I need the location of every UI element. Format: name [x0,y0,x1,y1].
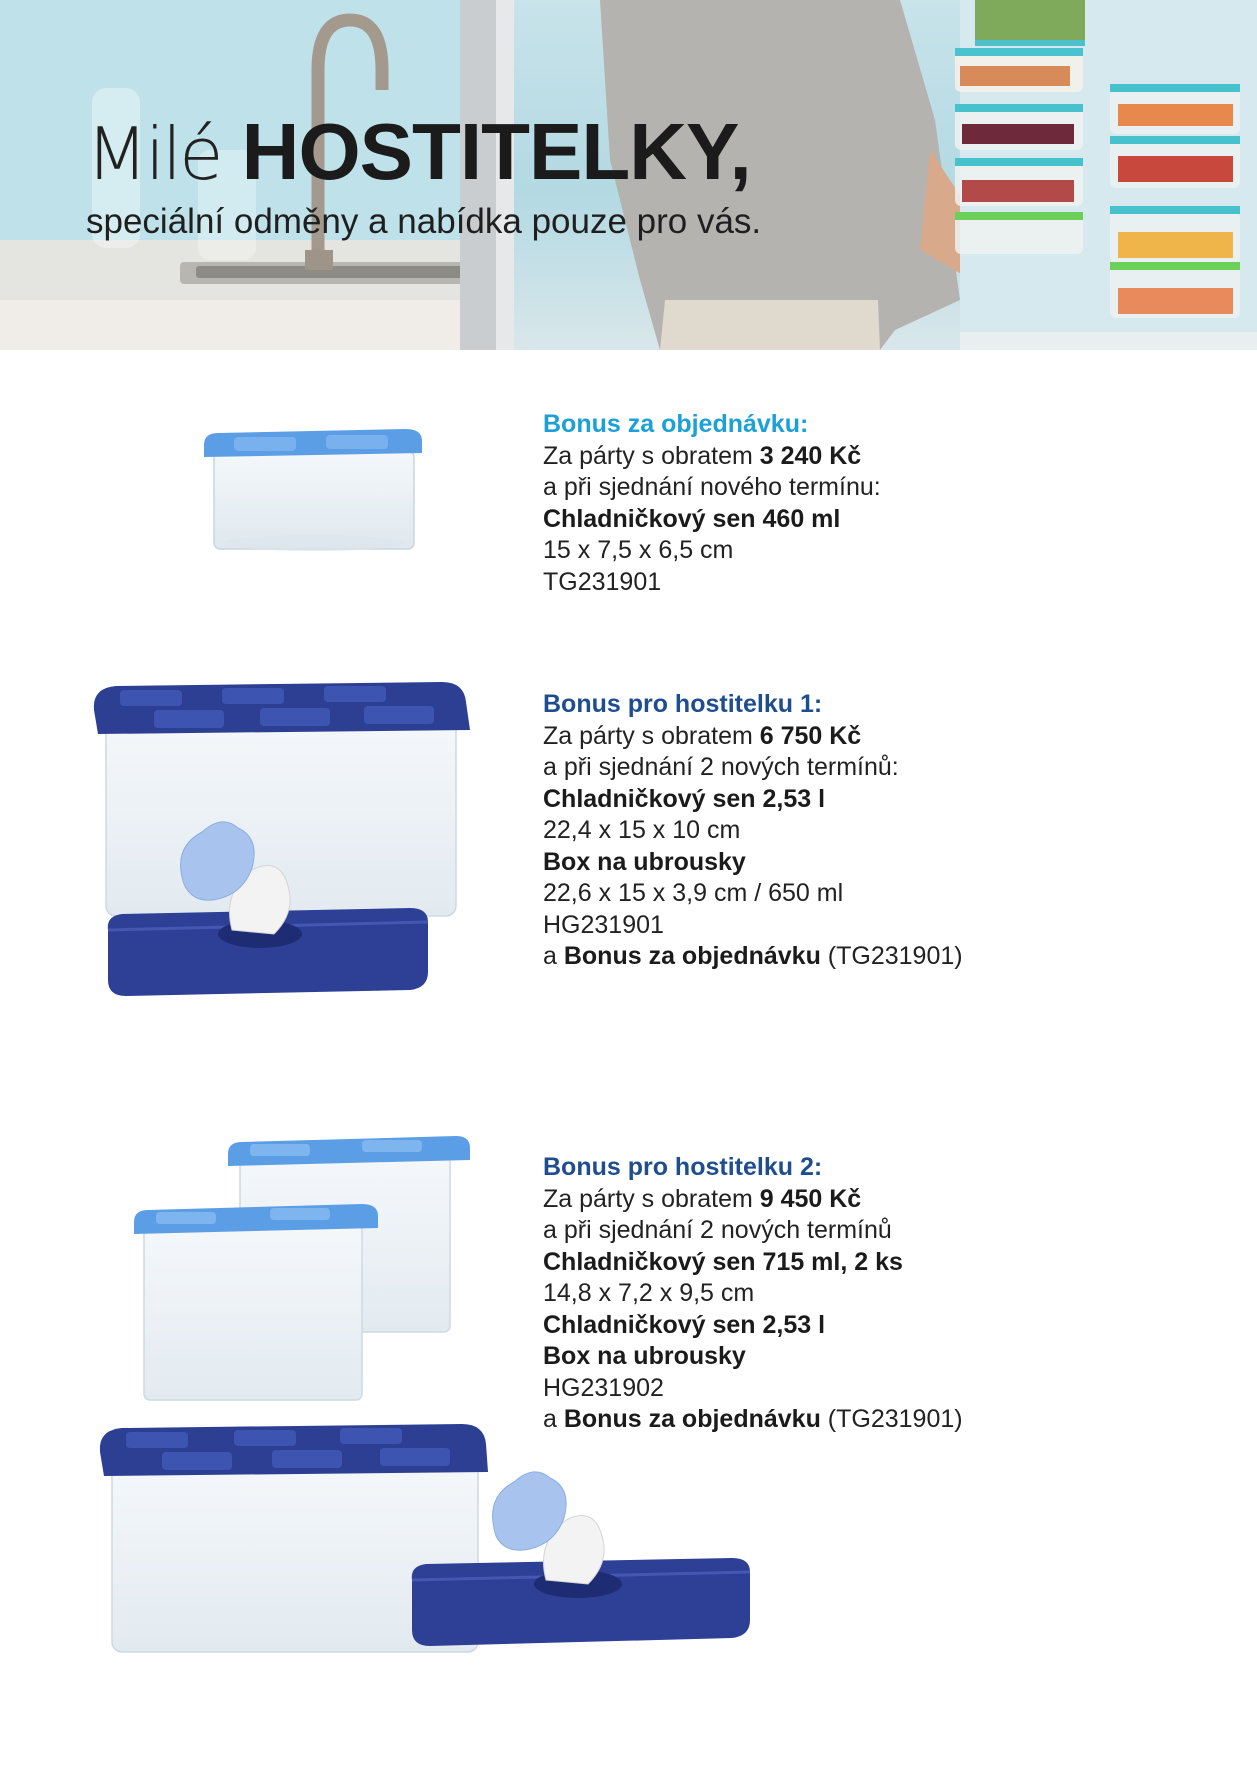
footer-suffix: (TG231901) [820,942,963,970]
hostess-bonus-1-dimensions-1: 22,4 x 15 x 10 cm [543,816,741,844]
turnover-prefix: Za párty s obratem [543,1184,760,1213]
bonus-order-product: Chladničkový sen 460 ml [543,504,841,533]
hostess-bonus-1-code: HG231901 [543,910,664,939]
hostess-bonus-2-code: HG231902 [543,1373,664,1402]
hostess-bonus-1-block [543,689,1223,973]
hero-title-light: Milé [86,112,221,196]
turnover-prefix: Za párty s obratem [543,441,760,470]
hostess-bonus-2-dimensions-1: 14,8 x 7,2 x 9,5 cm [543,1279,755,1307]
hostess-bonus-2-heading: Bonus pro hostitelku 2: [543,1153,823,1181]
hostess-bonus-2-product-3: Box na ubrousky [543,1342,746,1370]
turnover-amount: 9 450 Kč [759,1184,862,1213]
footer-bold: Bonus za objednávku [563,942,821,970]
hostess-bonus-1-product-1: Chladničkový sen 2,53 l [543,784,826,813]
fridge-container-460ml-icon [196,425,436,555]
hostess-bonus-1-product-2: Box na ubrousky [543,847,746,876]
turnover-amount: 3 240 Kč [759,441,862,470]
hostess-bonus-1-heading: Bonus pro hostitelku 1: [543,690,823,718]
bonus-order-condition: a při sjednání nového termínu: [543,473,881,501]
bonus-order-block [543,409,1223,598]
hostess-bonus-2-product-2: Chladničkový sen 2,53 l [543,1310,826,1339]
hostess-bonus-2-block [543,1152,1223,1436]
footer-bold: Bonus za objednávku [563,1405,821,1433]
turnover-amount: 6 750 Kč [759,721,862,750]
hostess-bonus-2-condition: a při sjednání 2 nových termínů [543,1216,892,1244]
footer-prefix: a [543,942,564,970]
bonus-order-dimensions: 15 x 7,5 x 6,5 cm [543,536,734,564]
hero-banner [0,0,1257,350]
bonus-order-code: TG231901 [543,567,662,596]
hero-subtitle: speciální odměny a nabídka pouze pro vás. [86,202,762,241]
hostess-bonus-2-turnover [543,1184,1223,1216]
hostess-bonus-2-product-1: Chladničkový sen 715 ml, 2 ks [543,1247,903,1276]
hostess-bonus-1-footer [543,941,1223,973]
hostess-bonus-1-condition: a při sjednání 2 nových termínů: [543,753,899,781]
hostess-bonus-1-dimensions-2: 22,6 x 15 x 3,9 cm / 650 ml [543,879,844,907]
footer-suffix: (TG231901) [820,1405,963,1433]
bonus-order-turnover [543,441,1223,473]
hero-title-bold: HOSTITELKY, [241,107,751,196]
hostess-bonus-2-footer [543,1404,1223,1436]
hero-title [86,107,751,196]
hostess-bonus-1-turnover [543,721,1223,753]
footer-prefix: a [543,1405,564,1433]
hostess-bonus-1-image [92,672,472,1032]
fridge-container-715ml-front-icon [134,1204,378,1400]
bonus-order-heading: Bonus za objednávku: [543,410,809,438]
turnover-prefix: Za párty s obratem [543,721,760,750]
